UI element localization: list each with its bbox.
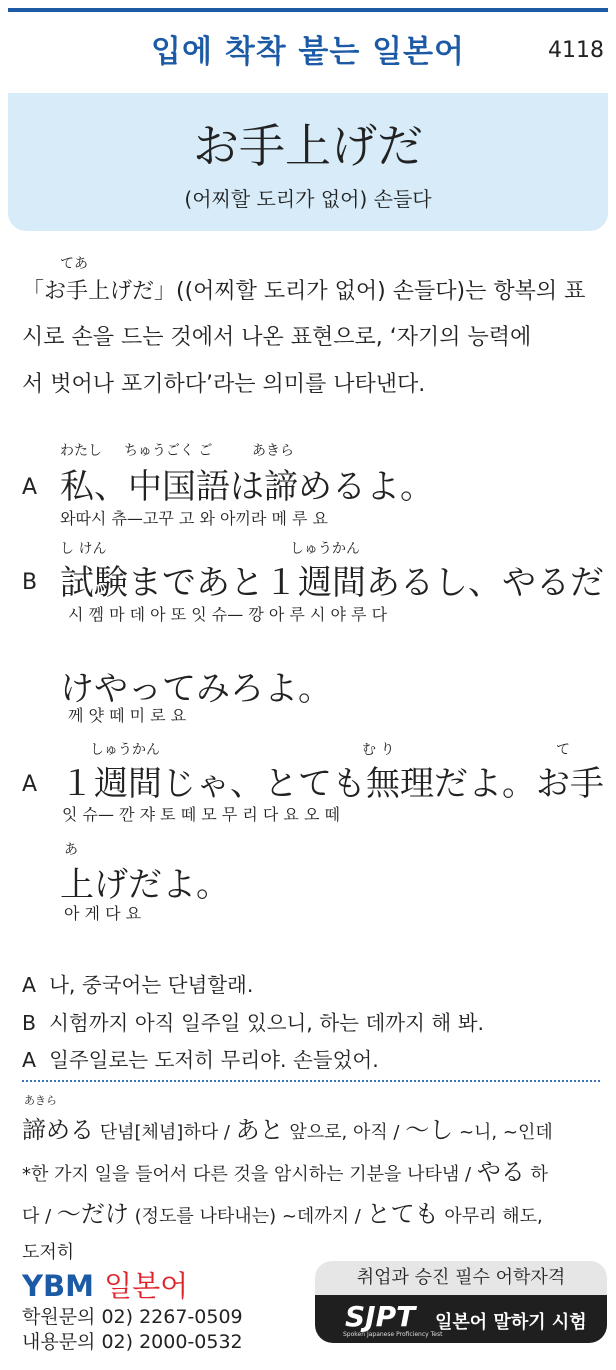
- ruby: あきら: [252, 443, 294, 459]
- dotted-divider: [22, 1080, 600, 1082]
- translation-line: B 시험까지 아직 일주일 있으니, 하는 데까지 해 봐.: [22, 1011, 485, 1035]
- sjpt-subtitle: Spoken Japanese Proficiency Test: [343, 1331, 443, 1338]
- ruby: む り: [362, 742, 395, 758]
- vocab-line-4: 도저히: [22, 1242, 75, 1263]
- vocab-ruby: あきら: [24, 1094, 57, 1107]
- intro-ruby: てあ: [60, 256, 88, 272]
- japanese-line: けやってみろよ。: [60, 669, 332, 709]
- contact-content: 내용문의 02) 2000-0532: [22, 1331, 243, 1353]
- speaker-label: A: [22, 772, 38, 797]
- ruby: し けん: [60, 541, 107, 557]
- sjpt-text: 일본어 말하기 시험: [435, 1312, 587, 1333]
- ybm-logo: YBM 일본어: [22, 1269, 189, 1303]
- series-title: 입에 착착 붙는 일본어: [151, 34, 465, 70]
- translation-line: A 일주일로는 도저히 무리야. 손들었어.: [22, 1048, 379, 1072]
- intro-line-1: 「お手上げだ」((어찌할 도리가 없어) 손들다)는 항복의 표: [22, 279, 586, 304]
- intro-line-3: 서 벗어나 포기하다’라는 의미를 나타낸다.: [22, 372, 426, 397]
- sjpt-ad: [315, 1295, 607, 1343]
- vocab-line-1: 諦める 단념[체념]하다 / あと 앞으로, 아직 / 〜し ~니, ~인데: [22, 1116, 553, 1144]
- korean-reading: 와따시 츄—고꾸 고 와 아끼라 메 루 요: [60, 509, 328, 528]
- vocab-line-2: *한 가지 일을 들어서 다른 것을 암시하는 기분을 나타냄 / やる 하: [22, 1158, 548, 1186]
- translation-line: A 나, 중국어는 단념할래.: [22, 973, 254, 997]
- ruby: て: [556, 742, 570, 758]
- japanese-line: 上げだよ。: [60, 865, 230, 905]
- article-number: 4118: [548, 38, 604, 63]
- ad-tagline: 취업과 승진 필수 어학자격: [315, 1261, 607, 1295]
- ruby: しゅうかん: [90, 742, 160, 758]
- vocab-line-3: 다 / 〜だけ (정도를 나타내는) ~데까지 / とても 아무리 해도,: [22, 1200, 543, 1228]
- japanese-line: 私、中国語は諦めるよ。: [60, 467, 434, 507]
- speaker-label: B: [22, 570, 38, 595]
- sjpt-logo: SJPT: [345, 1300, 416, 1333]
- ruby: あ: [64, 842, 78, 858]
- japanese-line: 試験まであと１週間あるし、やるだ: [60, 563, 604, 603]
- japanese-title: お手上げだ: [193, 119, 423, 173]
- top-rule: [8, 8, 608, 12]
- ruby: ちゅうごく ご: [124, 443, 213, 459]
- korean-reading: 아 게 다 요: [64, 904, 142, 923]
- korean-title: (어찌할 도리가 없어) 손들다: [184, 187, 432, 211]
- korean-reading: 께 얏 떼 미 로 요: [68, 706, 187, 725]
- japanese-line: １週間じゃ、とても無理だよ。お手: [60, 764, 604, 804]
- ruby: わたし: [60, 443, 102, 459]
- korean-reading: 잇 슈— 깐 쟈 토 떼 모 무 리 다 요 오 떼: [62, 805, 340, 824]
- contact-academy: 학원문의 02) 2267-0509: [22, 1306, 243, 1328]
- intro-line-2: 시로 손을 드는 것에서 나온 표현으로, ‘자기의 능력에: [22, 325, 532, 350]
- ruby: しゅうかん: [290, 541, 360, 557]
- speaker-label: A: [22, 475, 38, 500]
- korean-reading: 시 껨 마 데 아 또 잇 슈— 깡 아 루 시 야 루 다: [68, 605, 388, 624]
